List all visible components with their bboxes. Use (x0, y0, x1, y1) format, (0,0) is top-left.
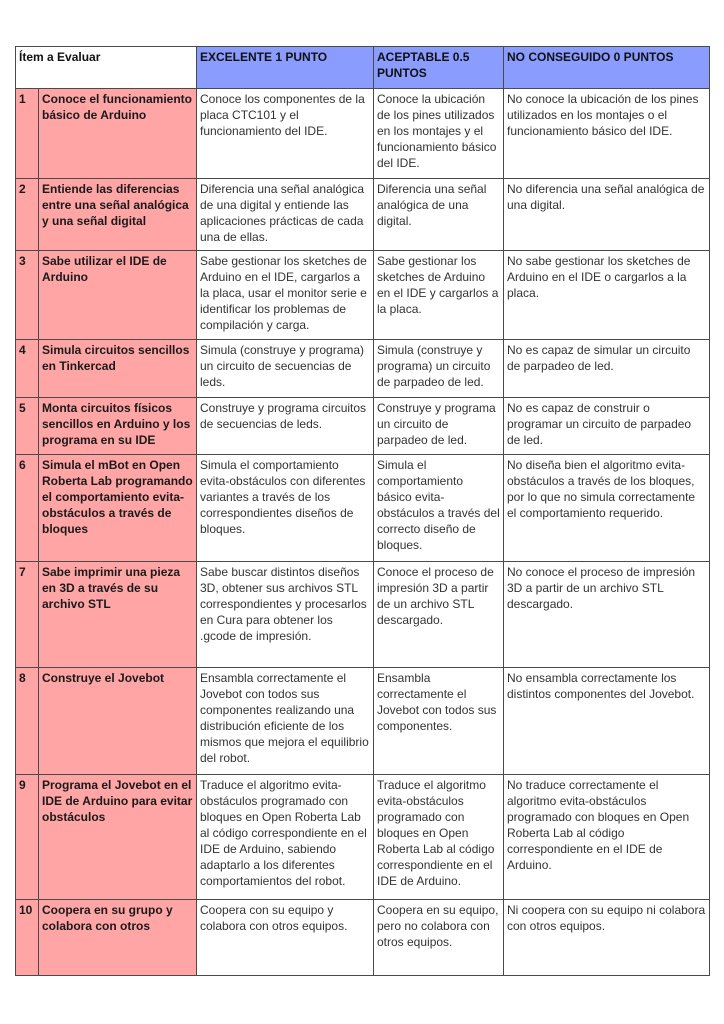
table-row (16, 775, 710, 900)
row-item: Entiende las diferencias entre una señal analógica y una señal digital (39, 178, 197, 251)
header-excelente: EXCELENTE 1 PUNTO (197, 47, 374, 89)
row-excelente: Simula (construye y programa) un circuito de secuencias de leds. (197, 340, 374, 398)
row-excelente: Sabe buscar distintos diseños 3D, obtener sus archivos STL correspondientes y procesarlos en Cura para obtener los .gcode de impresión. (197, 562, 374, 668)
row-no-conseguido: No conoce el proceso de impresión 3D a partir de un archivo STL descargado. (504, 562, 710, 668)
row-number: 1 (16, 89, 39, 179)
row-no-conseguido: No conoce la ubicación de los pines utilizados en los montajes o el funcionamiento básico del IDE. (504, 89, 710, 179)
row-item: Sabe imprimir una pieza en 3D a través de su archivo STL (39, 562, 197, 668)
row-excelente: Conoce los componentes de la placa CTC101 y el funcionamiento del IDE. (197, 89, 374, 179)
row-aceptable: Coopera en su equipo, pero no colabora con otros equipos. (374, 900, 504, 976)
row-no-conseguido: No es capaz de simular un circuito de parpadeo de led. (504, 340, 710, 398)
row-aceptable: Conoce la ubicación de los pines utilizados en los montajes y el funcionamiento básico del IDE. (374, 89, 504, 179)
table-row (16, 251, 710, 340)
row-item: Sabe utilizar el IDE de Arduino (39, 251, 197, 340)
row-number: 8 (16, 668, 39, 775)
row-aceptable: Simula (construye y programa) un circuito de parpadeo de led. (374, 340, 504, 398)
row-item: Programa el Jovebot en el IDE de Arduino para evitar obstáculos (39, 775, 197, 900)
row-excelente: Sabe gestionar los sketches de Arduino en el IDE, cargarlos a la placa, usar el monitor serie e identificar los problemas de compilación y carga. (197, 251, 374, 340)
row-item: Conoce el funcionamiento básico de Arduino (39, 89, 197, 179)
table-row (16, 340, 710, 398)
row-number: 2 (16, 178, 39, 251)
row-number: 3 (16, 251, 39, 340)
row-aceptable: Ensambla correctamente el Jovebot con todos sus componentes. (374, 668, 504, 775)
row-no-conseguido: No ensambla correctamente los distintos componentes del Jovebot. (504, 668, 710, 775)
table-row (16, 900, 710, 976)
row-item: Monta circuitos físicos sencillos en Arduino y los programa en su IDE (39, 397, 197, 455)
row-number: 5 (16, 397, 39, 455)
row-aceptable: Construye y programa un circuito de parpadeo de led. (374, 397, 504, 455)
row-number: 10 (16, 900, 39, 976)
table-row (16, 397, 710, 455)
row-excelente: Traduce el algoritmo evita-obstáculos programado con bloques en Open Roberta Lab al código correspondiente en el IDE de Arduino, sabiendo adaptarlo a los diferentes comportamientos del robot. (197, 775, 374, 900)
row-excelente: Ensambla correctamente el Jovebot con todos sus componentes realizando una distribución eficiente de los mismos que mejora el equilibrio del robot. (197, 668, 374, 775)
row-number: 7 (16, 562, 39, 668)
row-item: Simula circuitos sencillos en Tinkercad (39, 340, 197, 398)
row-no-conseguido: Ni coopera con su equipo ni colabora con otros equipos. (504, 900, 710, 976)
table-row (16, 89, 710, 179)
row-excelente: Coopera con su equipo y colabora con otros equipos. (197, 900, 374, 976)
row-no-conseguido: No diferencia una señal analógica de una digital. (504, 178, 710, 251)
rubric-table (15, 46, 710, 976)
header-aceptable: ACEPTABLE 0.5 PUNTOS (374, 47, 504, 89)
row-aceptable: Conoce el proceso de impresión 3D a partir de un archivo STL descargado. (374, 562, 504, 668)
row-number: 9 (16, 775, 39, 900)
row-excelente: Construye y programa circuitos de secuencias de leds. (197, 397, 374, 455)
row-number: 6 (16, 455, 39, 562)
row-excelente: Simula el comportamiento evita-obstáculos con diferentes variantes a través de los correspondientes diseños de bloques. (197, 455, 374, 562)
row-aceptable: Traduce el algoritmo evita-obstáculos programado con bloques en Open Roberta Lab al código correspondiente en el IDE de Arduino. (374, 775, 504, 900)
row-no-conseguido: No sabe gestionar los sketches de Arduino en el IDE o cargarlos a la placa. (504, 251, 710, 340)
table-row (16, 562, 710, 668)
header-row (16, 47, 710, 89)
header-no-conseguido: NO CONSEGUIDO 0 PUNTOS (504, 47, 710, 89)
table-row (16, 455, 710, 562)
row-aceptable: Sabe gestionar los sketches de Arduino en el IDE y cargarlos a la placa. (374, 251, 504, 340)
row-aceptable: Diferencia una señal analógica de una digital. (374, 178, 504, 251)
row-item: Simula el mBot en Open Roberta Lab programando el comportamiento evita-obstáculos a través de bloques (39, 455, 197, 562)
row-no-conseguido: No traduce correctamente el algoritmo evita-obstáculos programado con bloques en Open Roberta Lab al código correspondiente en el IDE de Arduino. (504, 775, 710, 900)
row-item: Construye el Jovebot (39, 668, 197, 775)
row-no-conseguido: No es capaz de construir o programar un circuito de parpadeo de led. (504, 397, 710, 455)
row-aceptable: Simula el comportamiento básico evita-obstáculos a través del correcto diseño de bloques. (374, 455, 504, 562)
row-item: Coopera en su grupo y colabora con otros (39, 900, 197, 976)
row-no-conseguido: No diseña bien el algoritmo evita-obstáculos a través de los bloques, por lo que no simula correctamente el comportamiento requerido. (504, 455, 710, 562)
header-item: Ítem a Evaluar (16, 47, 197, 89)
table-row (16, 178, 710, 251)
row-number: 4 (16, 340, 39, 398)
row-excelente: Diferencia una señal analógica de una digital y entiende las aplicaciones prácticas de cada una de ellas. (197, 178, 374, 251)
table-row (16, 668, 710, 775)
